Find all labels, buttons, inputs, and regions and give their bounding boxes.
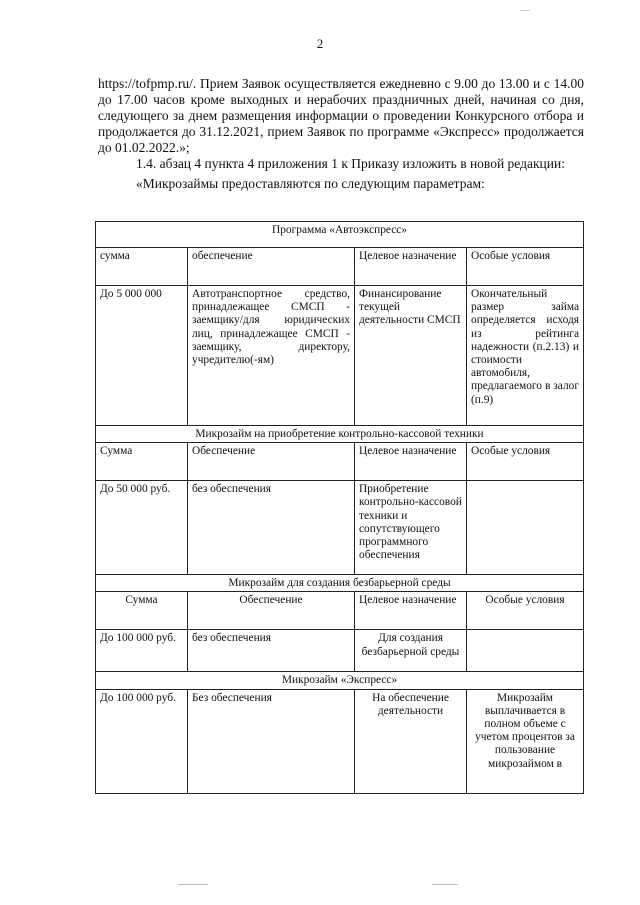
section-title-row — [96, 426, 584, 443]
cell-amount: До 100 000 руб. — [96, 630, 188, 672]
section-title-cash-register: Микрозайм на приобретение контрольно-кассовой техники — [96, 426, 584, 443]
section-title-barrier-free: Микрозайм для создания безбарьерной среды — [96, 575, 584, 592]
microloan-parameters-table — [95, 221, 584, 794]
scan-artifact — [178, 884, 208, 885]
paragraph-submission-schedule: https://tofpmp.ru/. Прием Заявок осуществляется ежедневно с 9.00 до 13.00 и с 14.00 до 17.00 часов кроме выходных и нерабочих праздничных дней, начиная со дня, следующего за днем размещения информации о проведении Конкурсного отбора и продолжается до 31.12.2021, прием Заявок по программе «Экспресс» продолжается до 01.02.2022.»; — [98, 76, 584, 155]
header-purpose: Целевое назначение — [355, 443, 467, 481]
header-amount: сумма — [96, 248, 188, 286]
header-special-conditions: Особые условия — [467, 443, 584, 481]
header-row — [96, 248, 584, 286]
cell-special-conditions — [467, 481, 584, 575]
section-title-express: Микрозайм «Экспресс» — [96, 672, 584, 689]
page-number: 2 — [316, 36, 324, 51]
cell-collateral: без обеспечения — [188, 481, 355, 575]
header-collateral: Обеспечение — [188, 443, 355, 481]
scan-artifact — [432, 884, 458, 885]
section-title-row — [96, 672, 584, 689]
body-text — [98, 76, 584, 192]
paragraph-params-intro: «Микрозаймы предоставляются по следующим параметрам: — [136, 176, 485, 191]
header-collateral: обеспечение — [188, 248, 355, 286]
cell-special-conditions: Микрозайм выплачивается в полном объеме с учетом процентов за пользование микрозаймом в — [467, 689, 584, 793]
cell-special-conditions — [467, 630, 584, 672]
cell-purpose: Приобретение контрольно-кассовой техники и сопутствующего программного обеспечения — [355, 481, 467, 575]
section-title-autoexpress: Программа «Автоэкспресс» — [96, 222, 584, 248]
table-row — [96, 286, 584, 426]
header-row — [96, 592, 584, 630]
cell-purpose: Для создания безбарьерной среды — [355, 630, 467, 672]
table-row — [96, 630, 584, 672]
cell-special-conditions: Окончательный размер займа определяется исходя из рейтинга надежности (п.2.13) и стоимости автомобиля, предлагаемого в залог (п.9) — [467, 286, 584, 426]
header-special-conditions: Особые условия — [467, 592, 584, 630]
header-special-conditions: Особые условия — [467, 248, 584, 286]
cell-amount: До 5 000 000 — [96, 286, 188, 426]
table-row — [96, 689, 584, 793]
header-amount: Сумма — [96, 592, 188, 630]
section-title-row — [96, 575, 584, 592]
cell-collateral: Автотранспортное средство, принадлежащее СМСП - заемщику/для юридических лиц, принадлежащее СМСП - заемщику, директору, учредителю(-ям) — [188, 286, 355, 426]
header-purpose: Целевое назначение — [355, 592, 467, 630]
cell-collateral: без обеспечения — [188, 630, 355, 672]
header-amount: Сумма — [96, 443, 188, 481]
table-row — [96, 481, 584, 575]
cell-amount: До 100 000 руб. — [96, 689, 188, 793]
cell-collateral: Без обеспечения — [188, 689, 355, 793]
scan-artifact — [520, 10, 530, 11]
paragraph-amendment: 1.4. абзац 4 пункта 4 приложения 1 к Приказу изложить в новой редакции: — [136, 156, 565, 171]
header-row — [96, 443, 584, 481]
cell-purpose: На обеспечение деятельности — [355, 689, 467, 793]
header-purpose: Целевое назначение — [355, 248, 467, 286]
cell-amount: До 50 000 руб. — [96, 481, 188, 575]
cell-purpose: Финансирование текущей деятельности СМСП — [355, 286, 467, 426]
header-collateral: Обеспечение — [188, 592, 355, 630]
section-title-row — [96, 222, 584, 248]
